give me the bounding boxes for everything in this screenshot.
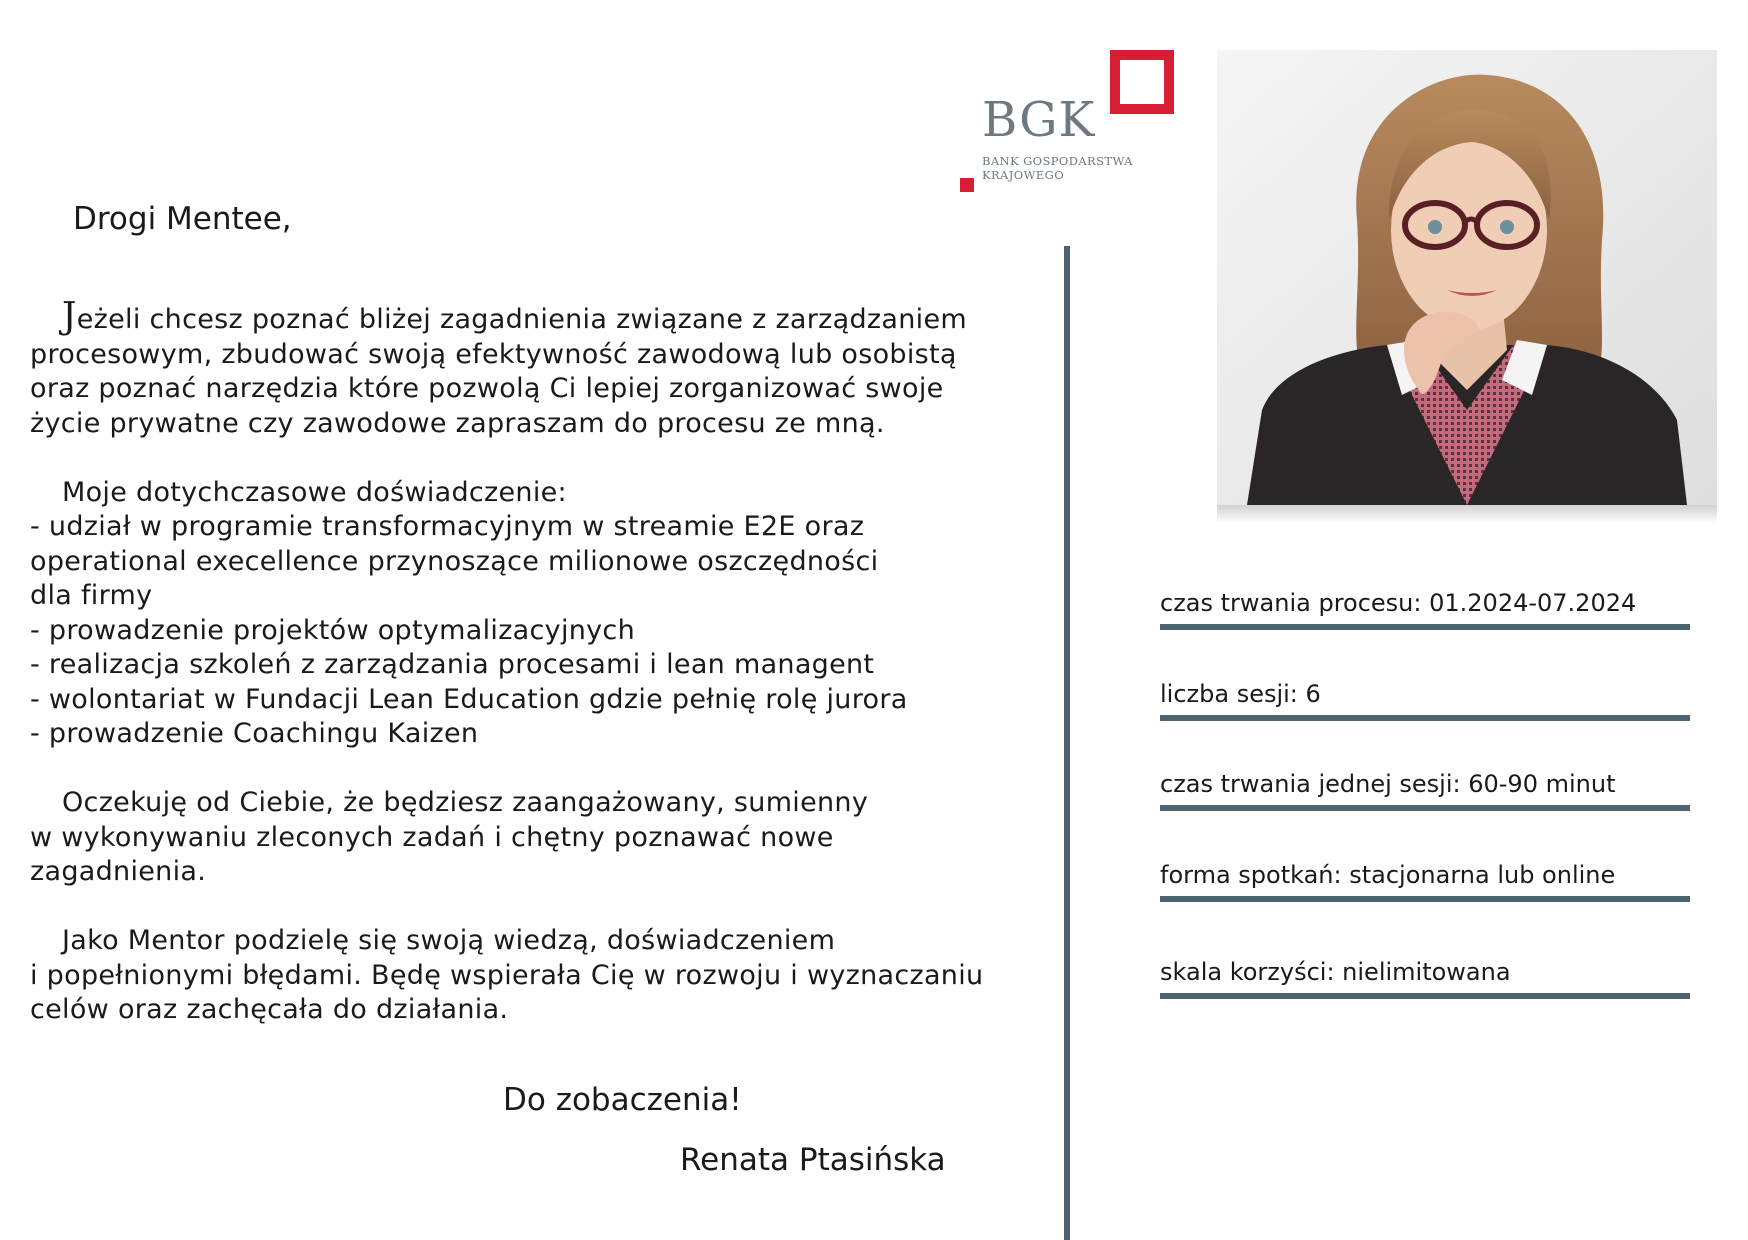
offer-paragraph bbox=[30, 924, 1060, 1028]
closing: Do zobaczenia! bbox=[503, 1082, 742, 1118]
intro-dropcap: J bbox=[62, 296, 77, 337]
experience-line-3: dla firmy bbox=[30, 580, 153, 611]
mentor-portrait-photo bbox=[1217, 50, 1717, 505]
logo-subtitle-line2: KRAJOWEGO bbox=[982, 168, 1065, 182]
intro-line-3: oraz poznać narzędzia które pozwolą Ci lepiej zorganizować swoje bbox=[30, 373, 944, 404]
info-benefits bbox=[1160, 957, 1690, 999]
info-duration-text: czas trwania procesu: 01.2024-07.2024 bbox=[1160, 589, 1637, 617]
expectations-line-1: Oczekuję od Ciebie, że będziesz zaangażowany, sumienny bbox=[62, 787, 869, 818]
letter-body bbox=[30, 296, 1060, 1062]
vertical-divider bbox=[1064, 246, 1070, 1240]
expectations-paragraph bbox=[30, 786, 1060, 890]
experience-line-2: operational execellence przynoszące milionowe oszczędności bbox=[30, 545, 879, 577]
info-session-length bbox=[1160, 769, 1690, 811]
info-benefits-rule bbox=[1160, 993, 1690, 999]
intro-paragraph bbox=[30, 296, 1060, 441]
portrait-illustration bbox=[1217, 50, 1717, 505]
photo-shadow bbox=[1217, 505, 1717, 523]
experience-line-6: - wolontariat w Fundacji Lean Education gdzie pełnię rolę jurora bbox=[30, 683, 908, 715]
info-format-rule bbox=[1160, 896, 1690, 902]
expectations-line-3: zagadnienia. bbox=[30, 856, 207, 887]
info-duration-rule bbox=[1160, 624, 1690, 630]
logo-red-square bbox=[1110, 50, 1174, 114]
info-session-length-text: czas trwania jednej sesji: 60-90 minut bbox=[1160, 770, 1616, 798]
intro-line-4: życie prywatne czy zawodowe zapraszam do procesu ze mną. bbox=[30, 407, 885, 439]
experience-line-1: - udział w programie transformacyjnym w streamie E2E oraz bbox=[30, 511, 865, 542]
experience-paragraph bbox=[30, 476, 1060, 752]
offer-line-3: celów oraz zachęcała do działania. bbox=[30, 994, 509, 1025]
logo-subtitle-line1: BANK GOSPODARSTWA bbox=[982, 154, 1133, 168]
intro-line-1-text: eżeli chcesz poznać bliżej zagadnienia związane z zarządzaniem bbox=[76, 304, 967, 335]
info-session-length-rule bbox=[1160, 805, 1690, 811]
info-benefits-text: skala korzyści: nielimitowana bbox=[1160, 958, 1511, 986]
logo-brand: BGK bbox=[982, 92, 1096, 148]
expectations-line-2: w wykonywaniu zleconych zadań i chętny poznawać nowe bbox=[30, 821, 834, 853]
offer-line-1: Jako Mentor podzielę się swoją wiedzą, doświadczeniem bbox=[62, 925, 836, 956]
offer-line-2: i popełnionymi błędami. Będę wspierała Cię w rozwoju i wyznaczaniu bbox=[30, 959, 984, 991]
info-format bbox=[1160, 860, 1690, 902]
experience-heading: Moje dotychczasowe doświadczenie: bbox=[62, 476, 567, 508]
info-sessions-text: liczba sesji: 6 bbox=[1160, 680, 1321, 708]
signature: Renata Ptasińska bbox=[680, 1142, 946, 1178]
logo-red-dot bbox=[960, 178, 974, 192]
logo-subtitle bbox=[982, 154, 1133, 182]
greeting: Drogi Mentee, bbox=[73, 201, 292, 237]
info-sessions-rule bbox=[1160, 715, 1690, 721]
experience-line-7: - prowadzenie Coachingu Kaizen bbox=[30, 718, 479, 749]
bgk-logo bbox=[960, 50, 1170, 200]
info-sessions bbox=[1160, 679, 1690, 721]
experience-line-5: - realizacja szkoleń z zarządzania procesami i lean managent bbox=[30, 649, 875, 680]
intro-line-1 bbox=[30, 296, 1060, 338]
intro-line-2: procesowym, zbudować swoją efektywność zawodową lub osobistą bbox=[30, 338, 957, 370]
info-format-text: forma spotkań: stacjonarna lub online bbox=[1160, 861, 1616, 889]
experience-line-4: - prowadzenie projektów optymalizacyjnych bbox=[30, 614, 635, 646]
info-duration bbox=[1160, 588, 1690, 630]
